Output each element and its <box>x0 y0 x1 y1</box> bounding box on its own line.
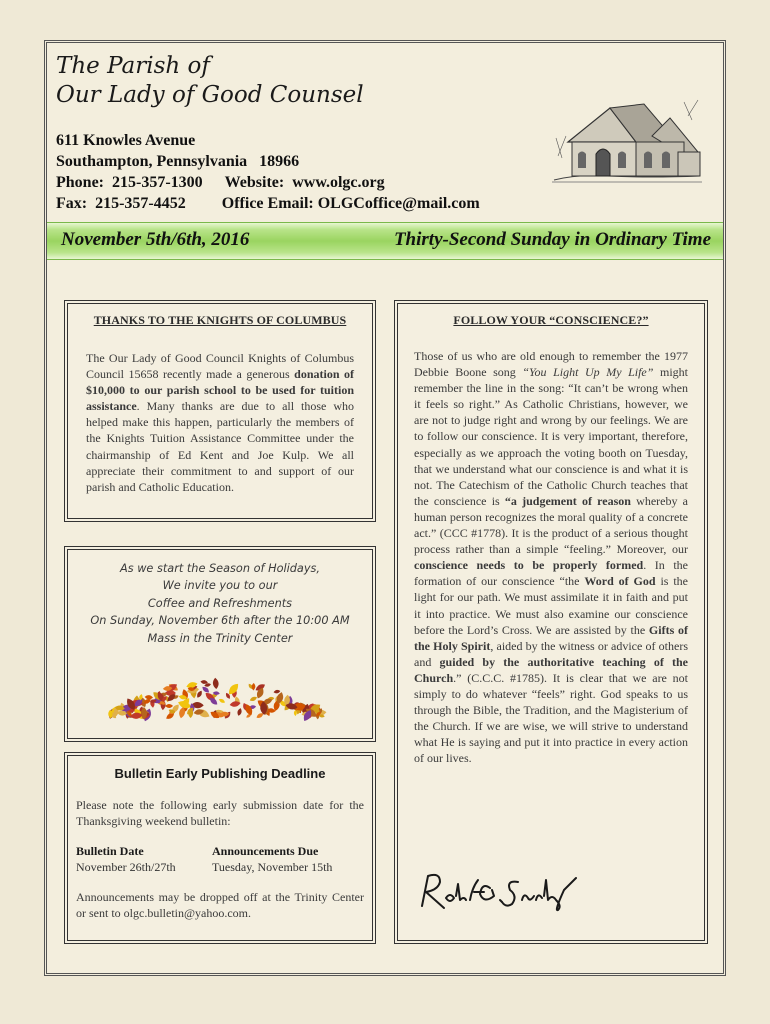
coffee-line-2: We invite you to our <box>162 579 278 593</box>
conscience-article-box <box>394 300 708 944</box>
publishing-deadline-box <box>64 752 376 944</box>
conscience-bold-1: “a judgement of reason <box>504 493 631 508</box>
coffee-line-5: Mass in the Trinity Center <box>147 631 293 645</box>
coffee-line-1: As we start the Season of Holidays, <box>119 562 321 575</box>
bulletin-date-header: Bulletin Date <box>76 844 144 859</box>
kofc-text-2: . Many thanks are due to all those who helped make this happen, particularly the members of the Knights Tuition Assistance Committee under the chairmanship of Ed Kent and Joe Kulp. We all appreciate their commitment to and support of our parish and Catholic Education. <box>86 399 354 494</box>
conscience-text-6: , aided by the witness or advice of others and <box>414 638 688 669</box>
conscience-text-5: is the light for our path. We must assimilate it in faith and put it into practice. We must also examine our conscience before the Lord’s Cross. We are assisted by the <box>414 574 688 637</box>
conscience-bold-4: Gifts of the Holy Spirit <box>414 622 689 653</box>
street-address: 611 Knowles Avenue <box>56 132 196 149</box>
phone-number: Phone: 215-357-1300 <box>56 174 203 191</box>
leaf <box>212 677 219 689</box>
contact-block <box>56 130 480 214</box>
announcements-due-header: Announcements Due <box>212 844 319 859</box>
announcements-due-value: Tuesday, November 15th <box>212 860 333 875</box>
city-state-zip: Southampton, Pennsylvania 18966 <box>56 153 300 170</box>
parish-title-line2: Our Lady of Good Counsel <box>56 82 364 108</box>
leaf <box>273 689 280 694</box>
conscience-text-3: whereby a human person recognizes the moral quality of a concrete act.” (CCC #1778). It is the product of a serious thought process rather than a simple “feeling.” Moreover, our <box>414 493 688 557</box>
bulletin-date: November 5th/6th, 2016 <box>61 229 250 250</box>
conscience-text-1: Those of us who are old enough to remember the 1977 Debbie Boone song <box>414 349 688 380</box>
date-banner <box>47 222 723 260</box>
autumn-leaves-image <box>104 658 328 722</box>
conscience-bold-3: Word of God <box>584 574 656 589</box>
leaf <box>236 708 242 717</box>
deadline-heading: Bulletin Early Publishing Deadline <box>114 766 326 781</box>
coffee-invitation-box <box>64 546 376 742</box>
coffee-line-3: Coffee and Refreshments <box>147 596 293 610</box>
leaf <box>249 695 258 702</box>
liturgical-sunday: Thirty-Second Sunday in Ordinary Time <box>393 229 711 250</box>
deadline-outro: Announcements may be dropped off at the Trinity Center or sent to olgc.bulletin@yahoo.com. <box>76 890 364 921</box>
parish-title-line1: The Parish of <box>56 53 210 79</box>
leaf <box>218 698 226 704</box>
kofc-body <box>80 350 360 495</box>
conscience-text-2: might remember the line in the song: “It can’t be wrong when it feels so right.” As Catholic Christians, however, we are not to judge right and wrong by our feelings. We are to follow our conscience. It is very important, therefore, especially as we approach the voting booth on Tuesday, that we understand what our conscience is and what it is not. The Catechism of the Catholic Church teaches that the conscience is <box>414 365 688 508</box>
coffee-line-4: On Sunday, November 6th after the 10:00 AM <box>90 614 350 628</box>
song-title: “You Light Up My Life” <box>522 365 654 380</box>
pastor-signature <box>414 870 584 914</box>
conscience-body <box>410 348 692 766</box>
conscience-heading: FOLLOW YOUR “CONSCIENCE?” <box>453 313 649 327</box>
conscience-text-7: .” (C.C.C. #1785). It is clear that we are not simply to do whatever “feels” right. God speaks to us through the Bible, the Tradition, and the Magisterium of the Church. If we are wise, we will strive to understand what He is saying and put it into practice in every action of our lives. <box>414 670 688 766</box>
kofc-heading: THANKS TO THE KNIGHTS OF COLUMBUS <box>93 313 347 327</box>
deadline-intro: Please note the following early submission date for the Thanksgiving weekend bulletin: <box>76 798 364 829</box>
fax-email-row <box>56 193 480 214</box>
knights-of-columbus-box <box>64 300 376 522</box>
kofc-text-1: The Our Lady of Good Council Knights of Columbus Council 15658 recently made a generous <box>86 351 354 382</box>
kofc-text-bold: donation of $10,000 to our parish school to be used for tuition assistance <box>86 367 354 414</box>
parish-title <box>56 52 364 110</box>
leaf <box>165 704 173 708</box>
phone-website-row <box>56 172 480 193</box>
office-email: Office Email: OLGCoffice@mail.com <box>221 195 480 212</box>
bulletin-date-value: November 26th/27th <box>76 860 176 875</box>
church-sketch-image <box>548 96 706 188</box>
leaf <box>251 683 255 691</box>
deadline-table <box>76 843 364 875</box>
conscience-bold-2: conscience needs to be properly formed <box>414 558 644 573</box>
conscience-text-4: . In the formation of our conscience “the <box>414 558 688 589</box>
conscience-bold-5: guided by the authoritative teaching of the Church <box>414 654 688 685</box>
website: Website: www.olgc.org <box>224 174 385 191</box>
fax-number: Fax: 215-357-4452 <box>56 195 186 212</box>
leaf <box>144 695 153 700</box>
